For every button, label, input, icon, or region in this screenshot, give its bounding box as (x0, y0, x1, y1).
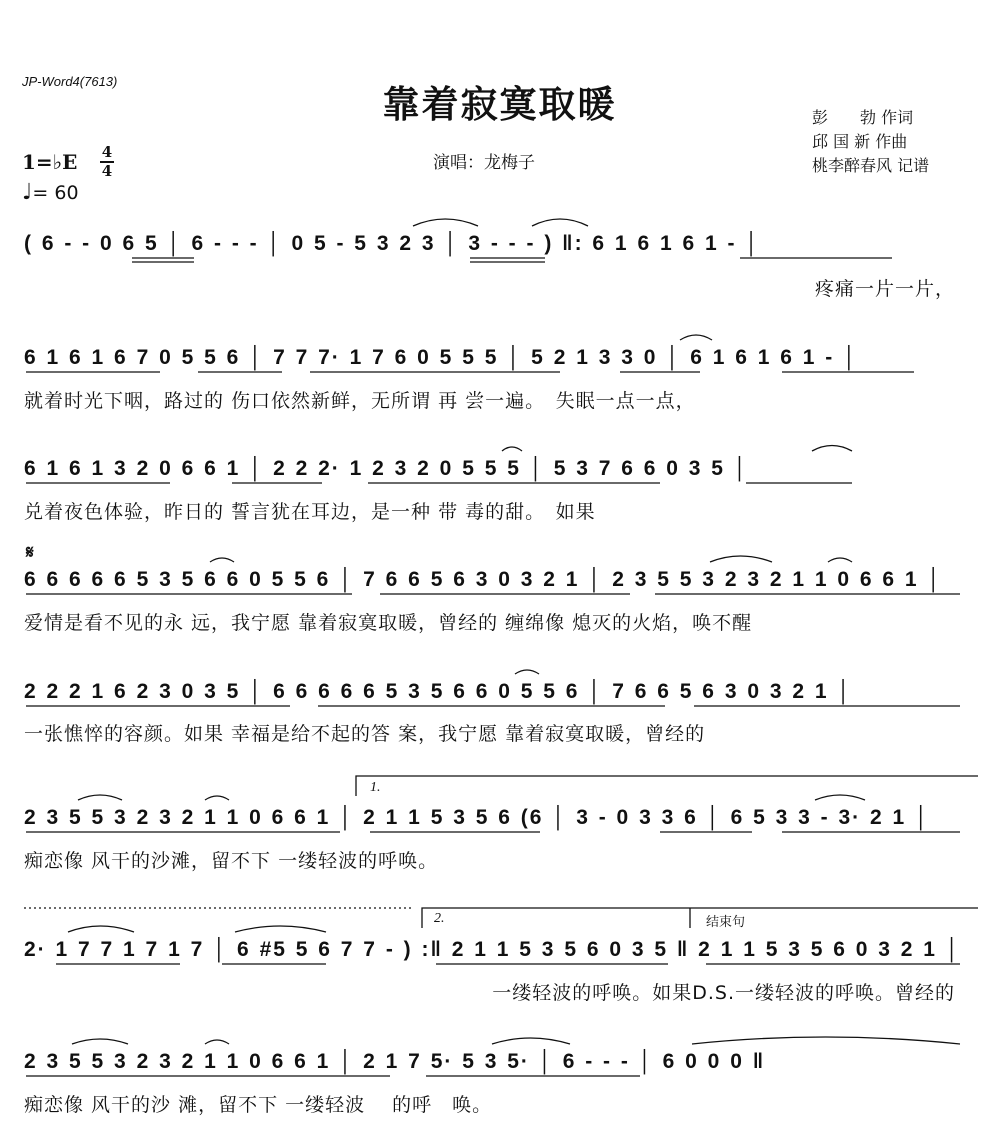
tie-mark (205, 796, 229, 800)
tie-mark (828, 558, 852, 562)
score-line-3-notes: 6 1 6 1 3 2 0 6 6 1 │ 2 2 2· 1 2 3 2 0 5 5 5 │ 5 3 7 6 6 0 3 5 │ (24, 457, 749, 480)
score-line-3-lyrics: 兑着夜色体验，昨日的 誓言犹在耳边，是一种 带 毒的甜。 如果 (24, 501, 596, 523)
score-line-4-notes: 6 6 6 6 6 5 3 5 6 6 0 5 5 6 │ 7 6 6 5 6 3 0 3 2 1 │ 2 3 5 5 3 2 3 2 1 1 0 6 6 1 │ (24, 568, 943, 591)
score-line-6-lyrics: 痴恋像 风干的沙滩，留不下 一缕轻波的呼唤。 (24, 850, 439, 872)
first-ending-label: 1. (370, 780, 381, 795)
score-line-5-notes: 2 2 2 1 6 2 3 0 3 5 │ 6 6 6 6 6 5 3 5 6 6 0 5 5 6 │ 7 6 6 5 6 3 0 3 2 1 │ (24, 680, 853, 703)
time-signature-bottom: 4 (101, 162, 113, 180)
time-signature (100, 145, 114, 179)
tie-mark (815, 795, 865, 800)
lyricist-credit: 彭 勃 作词 (812, 108, 914, 127)
score-line-7-lyrics: 一缕轻波的呼唤。如果D.S.一缕轻波的呼唤。曾经的 (492, 982, 955, 1004)
second-ending-bracket (422, 908, 978, 928)
tie-mark (205, 1040, 229, 1044)
singer-label: 演唱：龙梅子 (433, 153, 535, 173)
tempo-marking (22, 180, 79, 205)
tie-mark (78, 795, 122, 800)
time-signature-top: 4 (101, 143, 113, 161)
score-line-2-lyrics: 就着时光下咽，路过的 伤口依然新鲜，无所谓 再 尝一遍。 失眠一点一点， (24, 390, 696, 412)
tie-mark (72, 1039, 128, 1044)
tie-mark (710, 556, 772, 562)
tie-mark (492, 1038, 570, 1044)
score-line-1-lyrics: 疼痛一片一片， (814, 278, 955, 300)
tie-mark (532, 219, 588, 226)
score-line-4-lyrics: 爱情是看不见的永 远，我宁愿 靠着寂寞取暖，曾经的 缠绵像 熄灭的火焰，唤不醒 (24, 612, 753, 634)
key-signature: 1=♭E (22, 150, 78, 174)
composer-credit: 邱 国 新 作曲 (812, 132, 908, 151)
score-line-8-lyrics: 痴恋像 风干的沙 滩，留不下 一缕轻波 的呼 唤。 (24, 1094, 493, 1116)
ending-phrase-label: 结束句 (706, 914, 746, 929)
song-title: 靠着寂寞取暖 (382, 82, 617, 126)
tie-mark (812, 446, 852, 452)
tie-mark (515, 670, 539, 674)
tie-mark (68, 926, 134, 932)
score-line-1-notes: ( 6 - - 0 6 5 │ 6 - - - │ 0 5 - 5 3 2 3 │ 3 - - - ) ‖: 6 1 6 1 6 1 - │ (24, 232, 761, 255)
score-line-6-notes: 2 3 5 5 3 2 3 2 1 1 0 6 6 1 │ 2 1 1 5 3 5 6 (6 │ 3 - 0 3 3 6 │ 6 5 3 3 - 3· 2 1 │ (24, 806, 931, 829)
tie-mark (413, 219, 478, 226)
transcriber-credit: 桃李醉春风 记谱 (812, 156, 930, 175)
tie-mark (210, 558, 234, 562)
score-line-7-notes: 2· 1 7 7 1 7 1 7 │ 6 #5 5 6 7 7 - ) :‖ 2 1 1 5 3 5 6 0 3 5 ‖ 2 1 1 5 3 5 6 0 3 2 1 │ (24, 938, 961, 961)
tie-mark (680, 335, 712, 340)
score-line-8-notes: 2 3 5 5 3 2 3 2 1 1 0 6 6 1 │ 2 1 7 5· 5 3 5· │ 6 - - - │ 6 0 0 0 ‖ (24, 1050, 766, 1073)
tempo-value: = 60 (32, 182, 79, 204)
source-label: JP-Word4(7613) (22, 74, 118, 89)
credits (812, 106, 929, 178)
quarter-note-icon: ♩ (22, 180, 33, 205)
tie-mark (502, 447, 522, 451)
tie-mark (235, 926, 326, 932)
segno-icon: 𝄋 (26, 542, 34, 563)
tie-mark (692, 1037, 960, 1044)
score-line-2-notes: 6 1 6 1 6 7 0 5 5 6 │ 7 7 7· 1 7 6 0 5 5 5 │ 5 2 1 3 3 0 │ 6 1 6 1 6 1 - │ (24, 346, 859, 369)
first-ending-bracket (356, 776, 978, 796)
second-ending-label: 2. (434, 911, 445, 926)
score-line-5-lyrics: 一张憔悴的容颜。如果 幸福是给不起的答 案，我宁愿 靠着寂寞取暖，曾经的 (24, 723, 706, 745)
